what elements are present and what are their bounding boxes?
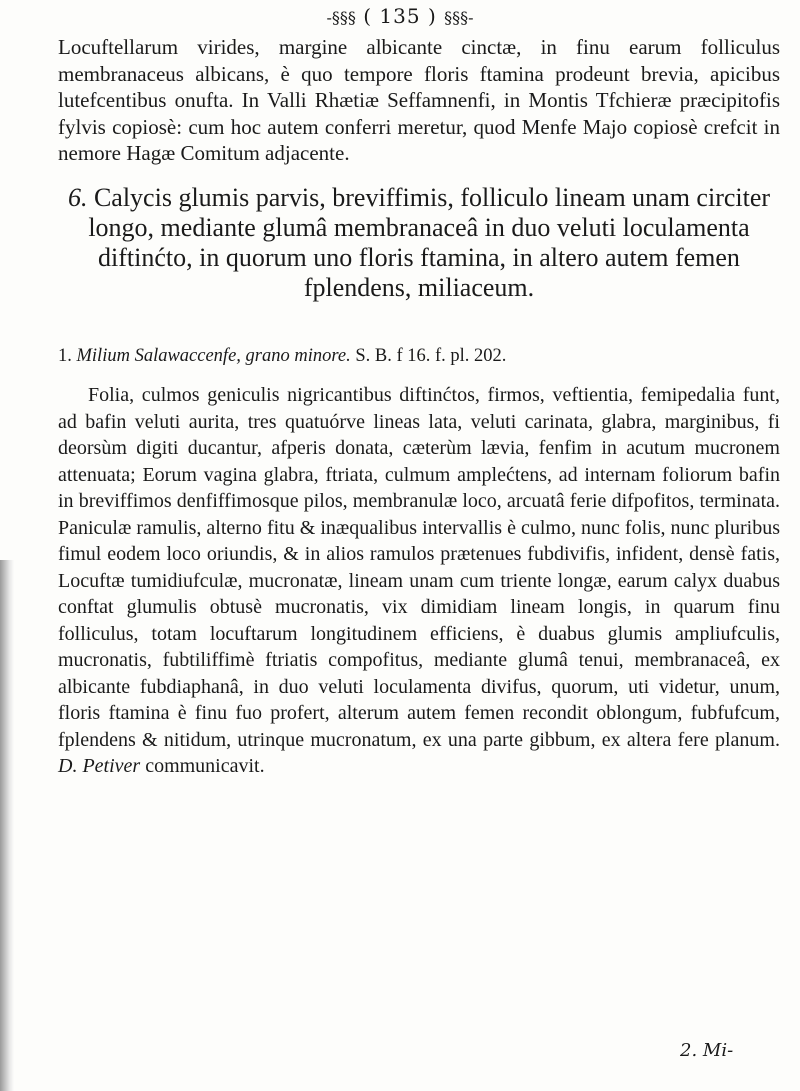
section-text: Calycis glumis parvis, breviffimis, folliculo lineam unam circiter longo, mediante glumâ membranaceâ in duo veluti loculamenta diftinćto, in quorum uno floris ftamina, in altero autem femen fplendens, miliaceum. (88, 183, 771, 302)
header-ornament-right: §§§- (444, 8, 474, 27)
description-text: Folia, culmos geniculis nigricantibus diftinćtos, firmos, veftientia, femipedalia funt, ad bafin veluti aurita, tres quatuórve lineas lata, veluti carinata, glabra, marginibus, fi deorsùm digiti ducantur, afperis donata, cæterùm lævia, fenfim in acutum mucronem attenuata; Eorum vagina glabra, ftriata, culmum amplećtens, ad internam foliorum bafin in breviffimos denfiffimosque pilos, membranulæ loco, arcuatâ ferie difpofitos, terminata. Paniculæ ramulis, alterno fitu & inæqualibus intervallis è culmo, nunc folis, nunc pluribus fimul eodem loco oriundis, & in alios ramulos prætenues fubdivifis, infident, densè fatis, Locuftæ tumidiufculæ, mucronatæ, lineam unam cum triente longæ, earum calyx duabus conftat glumulis obtusè mucronatis, vix dimidiam lineam longis, in quarum finu folliculus, totam locuftarum longitudinem efficiens, è duabus glumis ampliufculis, mucronatis, fubtiliffimè ftriatis compofitus, mediante glumâ tenui, membranaceâ, ex albicante fubdiaphanâ, in duo veluti loculamenta divifus, quorum, uti videtur, unum, floris ftamina è finu fuo profert, alterum autem femen recondit oblongum, fubfufcum, fplendens & nitidum, utrinque mucronatum, ex una parte gibbum, ex altera fere planum. (58, 384, 780, 751)
species-number: 1. (58, 346, 72, 366)
species-reference: S. B. f 16. f. pl. 202. (355, 346, 507, 366)
species-heading (58, 344, 780, 368)
page-header (0, 4, 800, 28)
section-heading-6 (58, 183, 780, 303)
section-number: 6. (67, 183, 88, 212)
header-ornament-left: -§§§ (326, 8, 356, 27)
page-number: ( 135 ) (363, 4, 437, 28)
catchword: 2. Mi- (680, 1040, 734, 1061)
paragraph-locustellarum: Locuftellarum virides, margine albicante cinctæ, in finu earum folliculus membranaceus albicans, è quo tempore floris ftamina prodeunt brevia, apicibus lutefcentibus onufta. In Valli Rhætiæ Seffamnenfi, in Montis Tfchieræ præcipitofis fylvis copiosè: cum hoc autem conferri meretur, quod Menfe Majo copiosè crefcit in nemore Hagæ Comitum adjacente. (58, 35, 780, 165)
description-author: D. Petiver (58, 755, 141, 777)
spine-shadow (0, 560, 14, 1091)
species-description (58, 382, 780, 780)
species-name: Milium Salawaccenfe, grano minore. (76, 346, 351, 366)
description-closing: communicavit. (145, 755, 265, 777)
